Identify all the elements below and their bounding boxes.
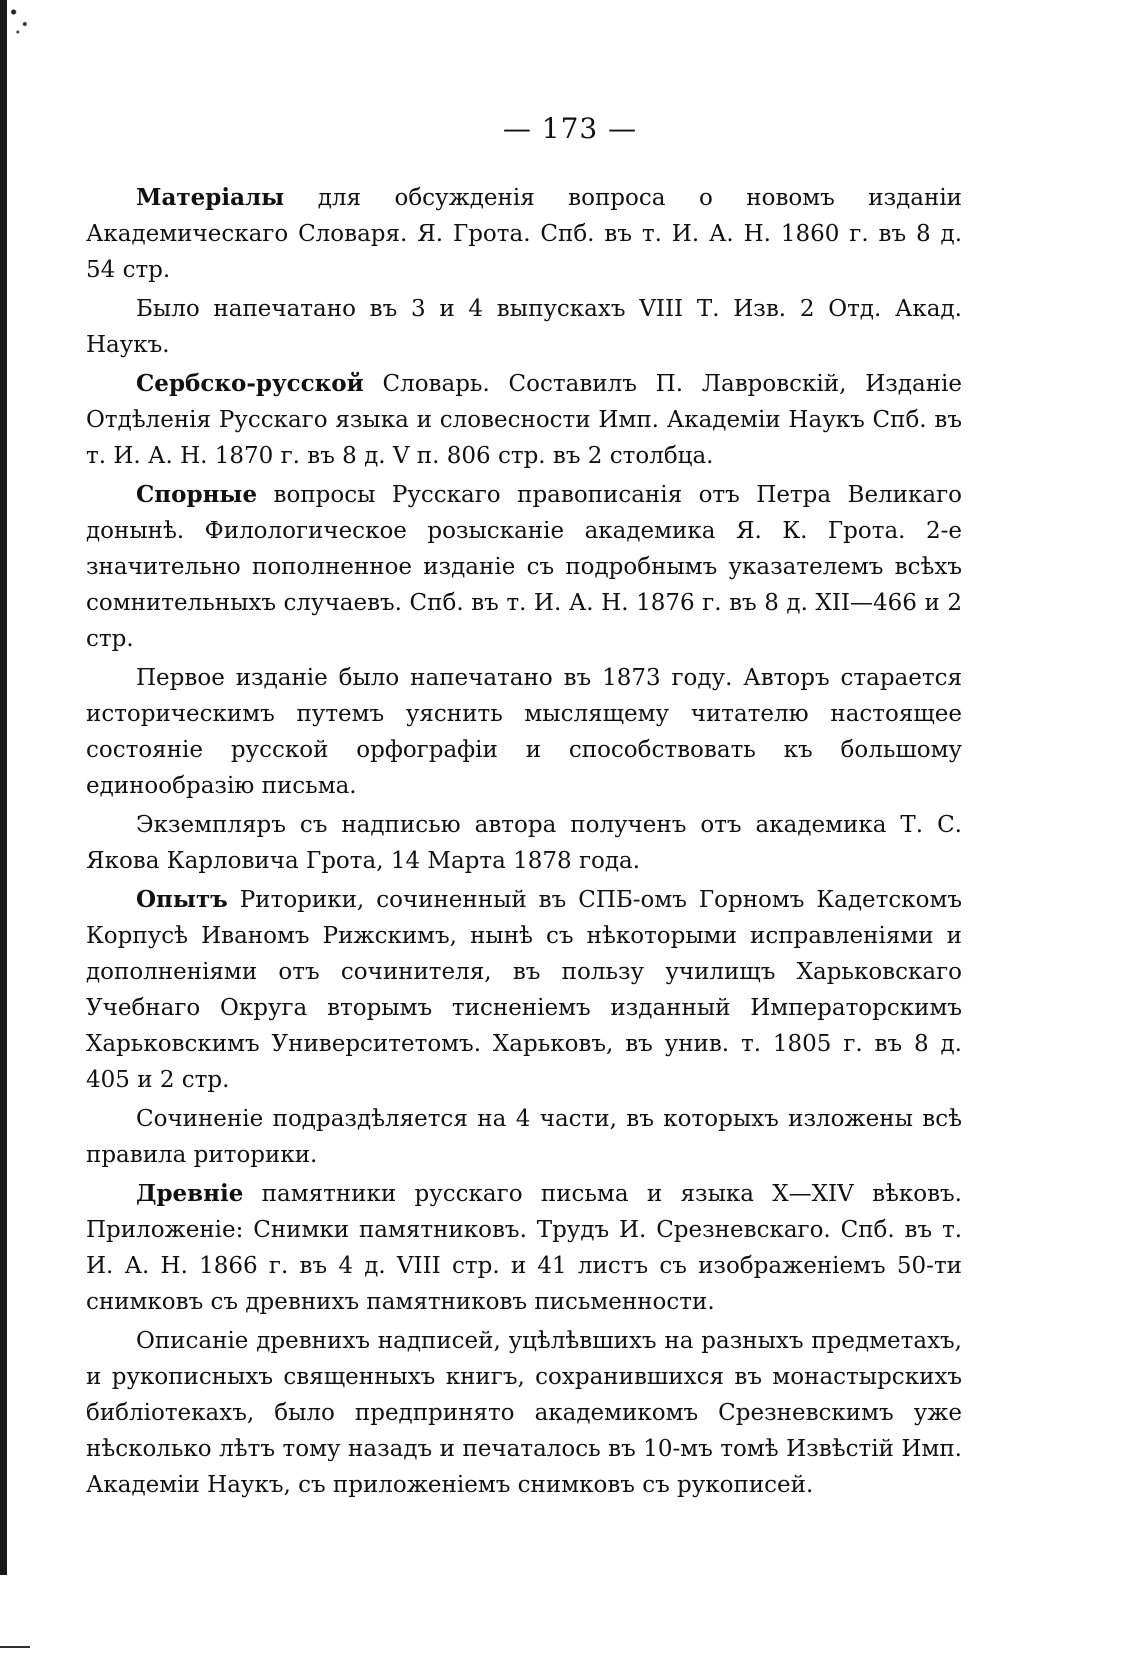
entry-note bbox=[86, 807, 962, 879]
entry-lead: Сербско-русской bbox=[136, 370, 364, 397]
entry-note bbox=[86, 1101, 962, 1173]
scan-bottom-mark bbox=[0, 1646, 30, 1648]
page-number: — 173 — bbox=[502, 112, 638, 145]
entry-lead: Древніе bbox=[136, 1180, 244, 1207]
entry-serbo-russian bbox=[86, 366, 962, 474]
entry-materials bbox=[86, 180, 962, 288]
entry-text: Словарь. Составилъ П. Лавровскій, Изданіе Отдѣленія Русскаго языка и словесности Имп. Академіи Наукъ Спб. въ т. И. А. Н. 1870 г. въ 8 д. V п. 806 стр. въ 2 столбца. bbox=[86, 371, 962, 469]
entry-text: Риторики, сочиненный въ СПБ-омъ Горномъ Кадетскомъ Корпусѣ Иваномъ Рижскимъ, нынѣ съ нѣкоторыми исправленіями и дополненіями отъ сочинителя, въ пользу училищъ Харьковскаго Учебнаго Округа вторымъ тисненіемъ изданный Императорскимъ Харьковскимъ Университетомъ. Харьковъ, въ унив. т. 1805 г. въ 8 д. 405 и 2 стр. bbox=[86, 887, 962, 1093]
scan-left-edge bbox=[0, 0, 7, 1575]
entry-lead: Опытъ bbox=[136, 886, 228, 913]
entry-text: Первое изданіе было напечатано въ 1873 году. Авторъ старается историческимъ путемъ уяснить мыслящему читателю настоящее состояніе русской орфографіи и способствовать къ большому единообразію письма. bbox=[86, 665, 962, 799]
entry-ancient-monuments bbox=[86, 1176, 962, 1320]
entry-rhetoric bbox=[86, 882, 962, 1098]
scan-specks bbox=[8, 0, 36, 40]
entry-text: Описаніе древнихъ надписей, уцѣлѣвшихъ на разныхъ предметахъ, и рукописныхъ священныхъ книгъ, сохранившихся въ монастырскихъ библіотекахъ, было предпринято академикомъ Срезневскимъ уже нѣсколько лѣтъ тому назадъ и печаталось въ 10-мъ томѣ Извѣстій Имп. Академіи Наукъ, съ приложеніемъ снимковъ съ рукописей. bbox=[86, 1328, 962, 1498]
entry-disputed-questions bbox=[86, 477, 962, 657]
entry-text: Сочиненіе подраздѣляется на 4 части, въ которыхъ изложены всѣ правила риторики. bbox=[86, 1106, 962, 1168]
entry-lead: Матеріалы bbox=[136, 184, 285, 211]
page-content bbox=[86, 180, 962, 1506]
entry-note bbox=[86, 291, 962, 363]
entry-text: для обсужденія вопроса о новомъ изданіи Академическаго Словаря. Я. Грота. Спб. въ т. И. А. Н. 1860 г. въ 8 д. 54 стр. bbox=[86, 185, 962, 283]
entry-lead: Спорные bbox=[136, 481, 258, 508]
entry-text: вопросы Русскаго правописанія отъ Петра Великаго донынѣ. Филологическое розысканіе академика Я. К. Грота. 2-е значительно пополненное изданіе съ подробнымъ указателемъ всѣхъ сомнительныхъ случаевъ. Спб. въ т. И. А. Н. 1876 г. въ 8 д. XII—466 и 2 стр. bbox=[86, 482, 962, 652]
entry-note bbox=[86, 1323, 962, 1503]
entry-note bbox=[86, 660, 962, 804]
entry-text: памятники русскаго письма и языка X—XIV вѣковъ. Приложеніе: Снимки памятниковъ. Трудъ И. Срезневскаго. Спб. въ т. И. А. Н. 1866 г. въ 4 д. VIII стр. и 41 листъ съ изображеніемъ 50-ти снимковъ съ древнихъ памятниковъ письменности. bbox=[86, 1181, 962, 1315]
entry-text: Экземпляръ съ надписью автора полученъ отъ академика Т. С. Якова Карловича Грота, 14 Марта 1878 года. bbox=[86, 812, 962, 874]
entry-text: Было напечатано въ 3 и 4 выпускахъ VIII Т. Изв. 2 Отд. Акад. Наукъ. bbox=[86, 296, 962, 358]
